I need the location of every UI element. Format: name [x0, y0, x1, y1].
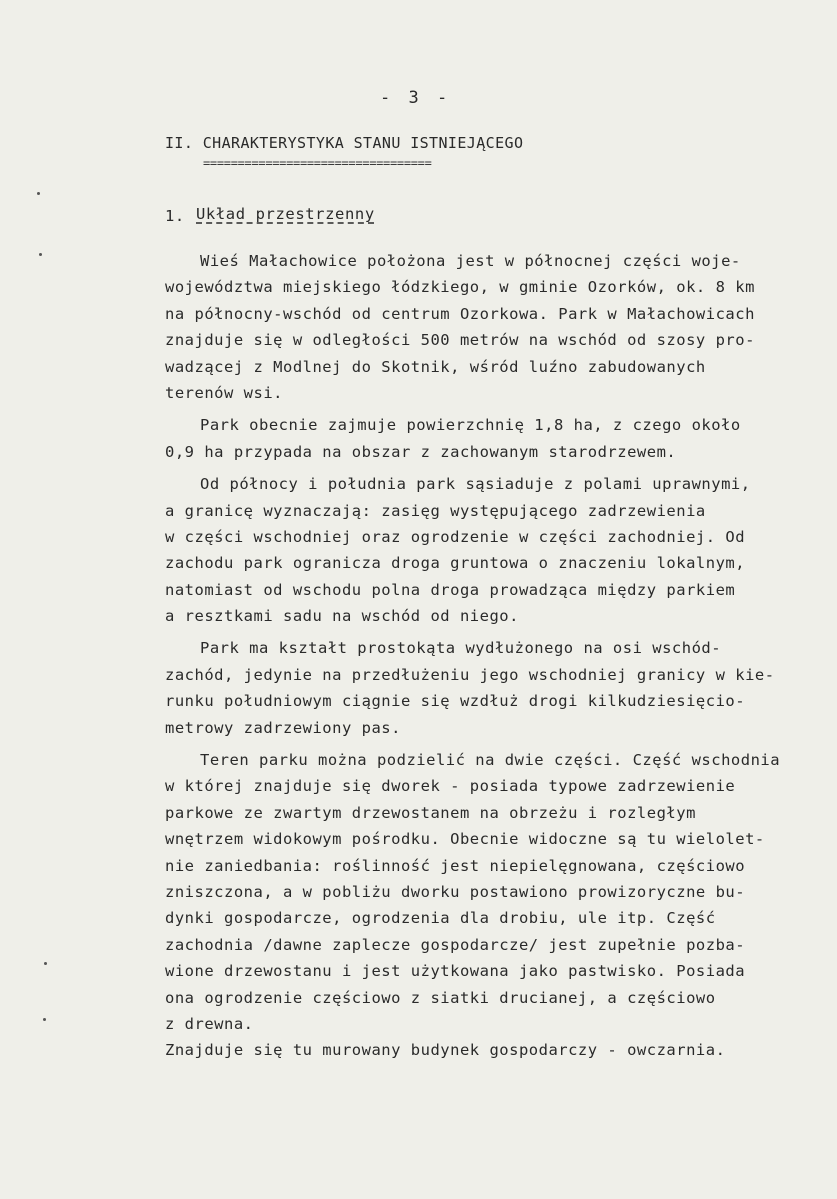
text-line: Park obecnie zajmuje powierzchnię 1,8 ha, z czego około [200, 416, 741, 435]
text-line: ona ogrodzenie częściowo z siatki drucianej, a częściowo [165, 988, 716, 1007]
paragraph-shape [165, 635, 825, 741]
text-line: parkowe ze zwartym drzewostanem na obrzeżu i rozległym [165, 803, 696, 822]
scan-speck [43, 1018, 46, 1021]
text-line: zachód, jedynie na przedłużeniu jego wschodniej granicy w kie- [165, 665, 775, 684]
paragraph-boundaries [165, 471, 825, 629]
scan-speck [39, 253, 42, 256]
text-line: metrowy zadrzewiony pas. [165, 718, 401, 737]
text-line: znajduje się w odległości 500 metrów na wschód od szosy pro- [165, 331, 755, 350]
text-line: nie zaniedbania: roślinność jest niepielęgnowana, częściowo [165, 856, 746, 875]
text-line: zachodu park ogranicza droga gruntowa o znaczeniu lokalnym, [165, 554, 746, 573]
scan-speck [44, 962, 47, 965]
section-heading: II. CHARAKTERYSTYKA STANU ISTNIEJĄCEGO [165, 134, 524, 152]
body-text [165, 248, 825, 1070]
text-line: wione drzewostanu i jest użytkowana jako pastwisko. Posiada [165, 962, 746, 981]
text-line: wnętrzem widokowym pośrodku. Obecnie widoczne są tu wielolet- [165, 830, 765, 849]
text-line: Znajduje się tu murowany budynek gospodarczy - owczarnia. [165, 1041, 726, 1060]
text-line: Wieś Małachowice położona jest w północnej części woje- [200, 252, 741, 270]
text-line: z drewna. [165, 1014, 254, 1033]
text-line: na północny-wschód od centrum Ozorkowa. Park w Małachowicach [165, 304, 755, 323]
paragraph-division [165, 747, 825, 1064]
text-line: terenów wsi. [165, 383, 283, 402]
subsection-number: 1. [165, 207, 185, 225]
text-line: a granicę wyznaczają: zasięg występującego zadrzewienia [165, 501, 706, 520]
paragraph-location [165, 248, 825, 406]
text-line: runku południowym ciągnie się wzdłuż drogi kilkudziesięcio- [165, 692, 746, 711]
subsection-title: Układ przestrzenny [196, 205, 375, 223]
text-line: zachodnia /dawne zaplecze gospodarcze/ jest zupełnie pozba- [165, 935, 746, 954]
text-line: w której znajduje się dworek - posiada typowe zadrzewienie [165, 777, 736, 796]
text-line: natomiast od wschodu polna droga prowadząca między parkiem [165, 580, 736, 599]
text-line: województwa miejskiego łódzkiego, w gminie Ozorków, ok. 8 km [165, 278, 755, 297]
section-heading-rule: ================================= [203, 156, 432, 170]
scan-speck [37, 192, 40, 195]
text-line: w części wschodniej oraz ogrodzenie w części zachodniej. Od [165, 527, 746, 546]
page-number: - 3 - [380, 88, 452, 108]
text-line: Teren parku można podzielić na dwie części. Część wschodnia [200, 751, 781, 770]
text-line: wadzącej z Modlnej do Skotnik, wśród luźno zabudowanych [165, 357, 706, 376]
text-line: dynki gospodarcze, ogrodzenia dla drobiu, ule itp. Część [165, 909, 716, 928]
text-line: Park ma kształt prostokąta wydłużonego na osi wschód- [200, 639, 722, 658]
text-line: 0,9 ha przypada na obszar z zachowanym starodrzewem. [165, 442, 677, 461]
paragraph-area [165, 412, 825, 465]
text-line: zniszczona, a w pobliżu dworku postawiono prowizoryczne bu- [165, 882, 746, 901]
text-line: a resztkami sadu na wschód od niego. [165, 607, 519, 626]
text-line: Od północy i południa park sąsiaduje z polami uprawnymi, [200, 475, 751, 494]
